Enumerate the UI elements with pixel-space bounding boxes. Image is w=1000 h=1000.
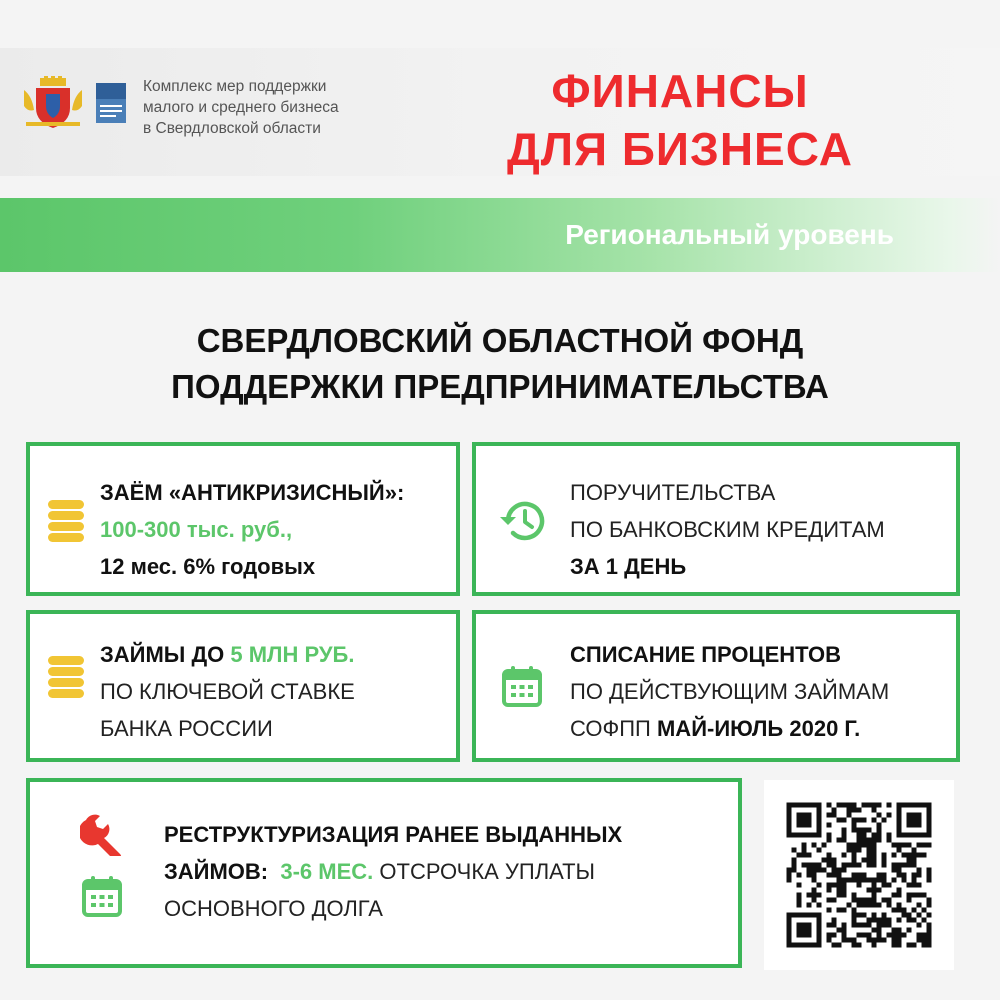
card-line: ПОРУЧИТЕЛЬСТВА — [570, 480, 776, 505]
level-label: Региональный уровень — [565, 219, 894, 250]
level-band — [0, 198, 1000, 272]
card-title: ЗАЁМ «АНТИКРИЗИСНЫЙ»: — [100, 480, 405, 505]
card-loans — [26, 610, 460, 762]
card-guarantees — [472, 442, 960, 596]
card-line: ПО БАНКОВСКИМ КРЕДИТАМ — [570, 517, 885, 542]
coins-icon — [46, 496, 86, 542]
qr-code-image — [764, 780, 954, 970]
calendar-icon — [80, 874, 124, 918]
card-line: ПО ДЕЙСТВУЮЩИМ ЗАЙМАМ — [570, 679, 890, 704]
wrench-icon — [80, 810, 126, 856]
card-interest-write-off — [472, 610, 960, 762]
fund-title — [0, 318, 1000, 410]
loan-terms: 12 мес. 6% годовых — [100, 554, 316, 579]
loans-label: ЗАЙМОВ: — [164, 859, 269, 884]
main-title — [470, 62, 890, 178]
period: МАЙ-ИЮЛЬ 2020 Г. — [656, 716, 861, 741]
qr-code[interactable] — [764, 780, 954, 970]
clock-history-icon — [498, 498, 548, 544]
fund-title-line: ПОДДЕРЖКИ ПРЕДПРИНИМАТЕЛЬСТВА — [171, 368, 829, 405]
fund-logo — [96, 83, 126, 123]
card-title — [100, 636, 355, 673]
card-line — [570, 710, 889, 747]
line-prefix: СОФПП — [570, 716, 657, 741]
main-title-line: ФИНАНСЫ — [551, 65, 809, 117]
card-line: ПО КЛЮЧЕВОЙ СТАВКЕ — [100, 679, 355, 704]
card-title: РЕСТРУКТУРИЗАЦИЯ РАНЕЕ ВЫДАННЫХ — [164, 822, 623, 847]
card-line: ОСНОВНОГО ДОЛГА — [164, 896, 383, 921]
program-line: малого и среднего бизнеса — [143, 99, 339, 116]
deferral-text: ОТСРОЧКА УПЛАТЫ — [373, 859, 596, 884]
program-line: Комплекс мер поддержки — [143, 78, 327, 95]
card-restructuring — [26, 778, 742, 968]
title-prefix: ЗАЙМЫ ДО — [100, 642, 231, 667]
card-highlight: ЗА 1 ДЕНЬ — [570, 554, 687, 579]
program-line: в Свердловской области — [143, 120, 321, 137]
card-line: БАНКА РОССИИ — [100, 716, 273, 741]
card-anticrisis-loan — [26, 442, 460, 596]
loan-amount: 100-300 тыс. руб., — [100, 517, 293, 542]
program-description — [143, 76, 403, 139]
header-logos — [22, 76, 126, 130]
deferral-period: 3-6 МЕС. — [280, 859, 374, 884]
coat-of-arms-logo — [22, 76, 84, 130]
fund-title-line: СВЕРДЛОВСКИЙ ОБЛАСТНОЙ ФОНД — [196, 322, 804, 359]
coins-icon — [46, 652, 86, 698]
calendar-icon — [500, 664, 544, 708]
main-title-line: ДЛЯ БИЗНЕСА — [506, 123, 854, 175]
title-amount: 5 МЛН РУБ. — [230, 642, 355, 667]
card-line — [164, 853, 622, 890]
card-title: СПИСАНИЕ ПРОЦЕНТОВ — [570, 642, 842, 667]
